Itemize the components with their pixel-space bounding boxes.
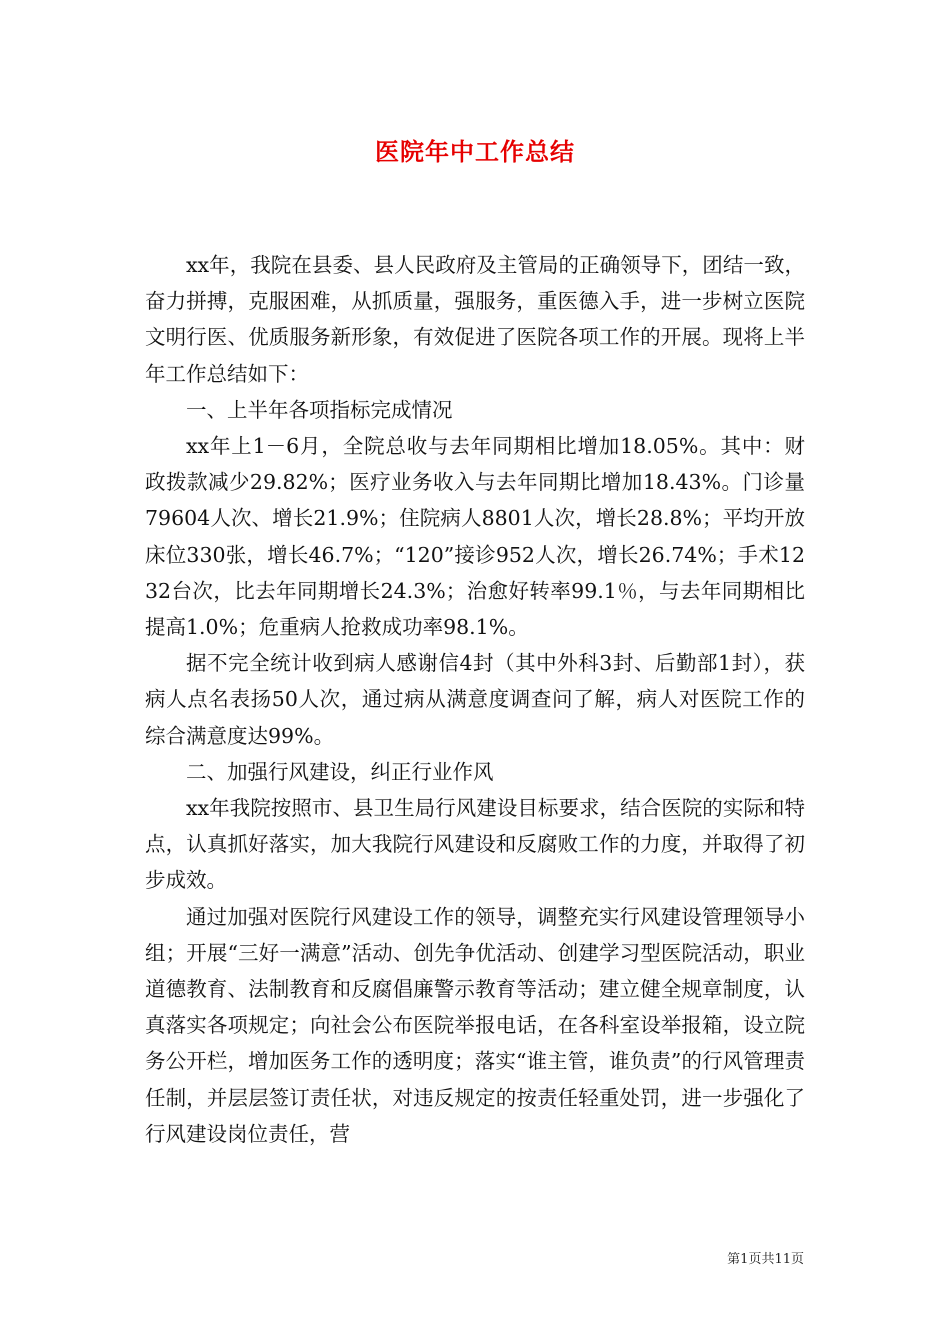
paragraph-conduct-goals: xx年我院按照市、县卫生局行风建设目标要求，结合医院的实际和特点，认真抓好落实，加大我院行风建设和反腐败工作的力度，并取得了初步成效。 <box>145 796 805 893</box>
document-body <box>145 247 805 1152</box>
document-title: 医院年中工作总结 <box>375 137 575 166</box>
paragraph-indicators: xx年上1－6月，全院总收与去年同期相比增加18.05%。其中：财政拨款减少29.82%；医疗业务收入与去年同期比增加18.43%。门诊量79604人次、增长21.9%；住院病人8801人次，增长28.8%；平均开放床位330张，增长46.7%；“120”接诊952人次，增长26.74%；手术1232台次，比去年同期增长24.3%；治愈好转率99.1％，与去年同期相比提高1.0%；危重病人抢救成功率98.1%。 <box>145 434 805 640</box>
paragraph-feedback: 据不完全统计收到病人感谢信4封（其中外科3封、后勤部1封），获病人点名表扬50人次，通过病从满意度调查问了解，病人对医院工作的综合满意度达99%。 <box>145 651 805 748</box>
page-number: 第1页共11页 <box>727 1252 804 1267</box>
paragraph-intro: xx年，我院在县委、县人民政府及主管局的正确领导下，团结一致，奋力拼搏，克服困难，从抓质量，强服务，重医德入手，进一步树立医院文明行医、优质服务新形象，有效促进了医院各项工作的开展。现将上半年工作总结如下： <box>145 253 805 386</box>
section-heading-2: 二、加强行风建设，纠正行业作风 <box>186 759 494 784</box>
paragraph-conduct-measures: 通过加强对医院行风建设工作的领导，调整充实行风建设管理领导小组；开展“三好一满意”活动、创先争优活动、创建学习型医院活动，职业道德教育、法制教育和反腐倡廉警示教育等活动；建立健全规章制度，认真落实各项规定；向社会公布医院举报电话，在各科室设举报箱，设立院务公开栏，增加医务工作的透明度；落实“谁主管，谁负责”的行风管理责任制，并层层签订责任状，对违反规定的按责任轻重处罚，进一步强化了行风建设岗位责任，营 <box>145 904 805 1146</box>
section-heading-1: 一、上半年各项指标完成情况 <box>186 397 453 422</box>
